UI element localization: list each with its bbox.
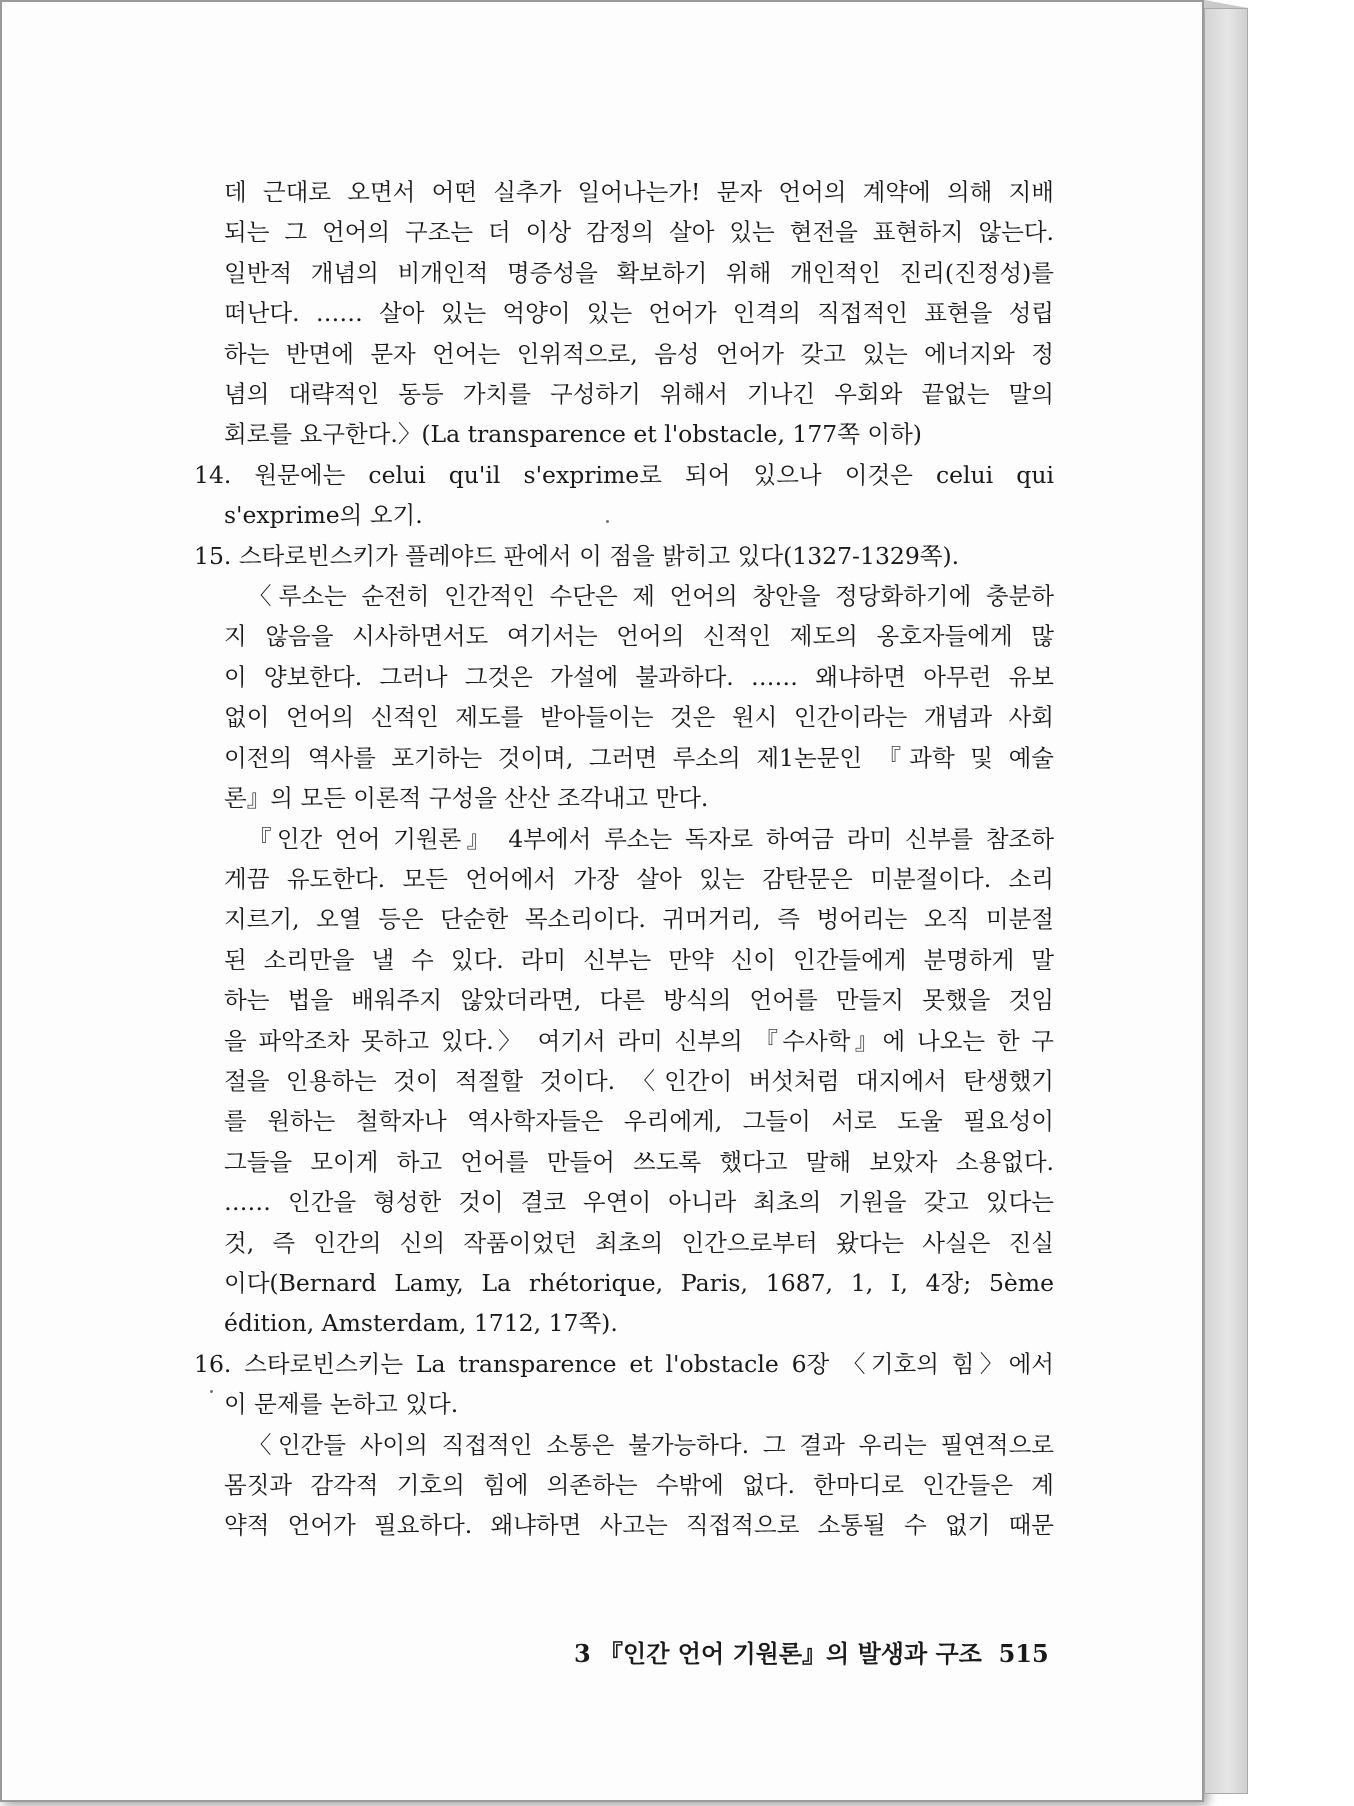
text-line: 이 문제를 논하고 있다. (224, 1390, 459, 1419)
text-line: 된 소리만을 낼 수 있다. 라미 신부는 만약 신이 인간들에게 분명하게 말 (224, 945, 1054, 974)
running-footer (574, 1634, 1049, 1669)
text-line: 것, 즉 인간의 신의 작품이었던 최초의 인간으로부터 왔다는 사실은 진실 (224, 1228, 1054, 1257)
text-line: 그들을 모이게 하고 언어를 만들어 쓰도록 했다고 말해 보았자 소용없다. (224, 1147, 1054, 1176)
text-line: 일반적 개념의 비개인적 명증성을 확보하기 위해 개인적인 진리(진정성)를 (224, 258, 1054, 287)
text-line: 〈루소는 순전히 인간적인 수단은 제 언어의 창안을 정당화하기에 충분하 (248, 582, 1054, 611)
body-text (194, 172, 1054, 1546)
scan-speck (210, 1390, 213, 1393)
text-line: édition, Amsterdam, 1712, 17쪽). (224, 1309, 618, 1338)
text-line: 게끔 유도한다. 모든 언어에서 가장 살아 있는 감탄문은 미분절이다. 소리 (224, 864, 1054, 893)
text-line: 론』의 모든 이론적 구성을 산산 조각내고 만다. (224, 784, 709, 813)
text-line: 를 원하는 철학자나 역사학자들은 우리에게, 그들이 서로 도울 필요성이 (224, 1107, 1054, 1136)
text-line: 절을 인용하는 것이 적절할 것이다. 〈인간이 버섯처럼 대지에서 탄생했기 (224, 1066, 1054, 1095)
text-line: 〈인간들 사이의 직접적인 소통은 불가능하다. 그 결과 우리는 필연적으로 (248, 1430, 1054, 1459)
text-line: 하는 반면에 문자 언어는 인위적으로, 음성 언어가 갖고 있는 에너지와 정 (224, 339, 1054, 368)
text-line: 되는 그 언어의 구조는 더 이상 감정의 살아 있는 현전을 표현하지 않는다. (224, 218, 1054, 247)
text-line: 약적 언어가 필요하다. 왜냐하면 사고는 직접적으로 소통될 수 없기 때문 (224, 1511, 1054, 1540)
text-line: 지르기, 오열 등은 단순한 목소리이다. 귀머거리, 즉 벙어리는 오직 미분절 (224, 905, 1054, 934)
text-line: 이전의 역사를 포기하는 것이며, 그러면 루소의 제1논문인 『과학 및 예술 (224, 743, 1054, 772)
page-stack-top (1204, 0, 1248, 8)
page-stack-edge (1204, 8, 1248, 1794)
text-line: 떠난다. …… 살아 있는 억양이 있는 언어가 인격의 직접적인 표현을 성립 (224, 299, 1054, 328)
scan-speck (606, 520, 609, 523)
text-line: 하는 법을 배워주지 않았더라면, 다른 방식의 언어를 만들지 못했을 것임 (224, 986, 1054, 1015)
text-line: 없이 언어의 신적인 제도를 받아들이는 것은 원시 인간이라는 개념과 사회 (224, 703, 1054, 732)
text-line: 15. 스타로빈스키가 플레야드 판에서 이 점을 밝히고 있다(1327-1329쪽). (194, 541, 960, 570)
text-line: 지 않음을 시사하면서도 여기서는 언어의 신적인 제도의 옹호자들에게 많 (224, 622, 1054, 651)
footer-section-title: 3 『인간 언어 기원론』의 발생과 구조 (574, 1639, 982, 1668)
text-line: …… 인간을 형성한 것이 결코 우연이 아니라 최초의 기원을 갖고 있다는 (224, 1188, 1054, 1217)
text-line: 회로를 요구한다.〉(La transparence et l'obstacle, 177쪽 이하) (224, 420, 922, 449)
text-line: 14. 원문에는 celui qu'il s'exprime로 되어 있으나 이것은 celui qui (194, 460, 1054, 489)
text-line: s'exprime의 오기. (224, 501, 423, 530)
text-line: 16. 스타로빈스키는 La transparence et l'obstacle 6장 〈기호의 힘〉에서 (194, 1349, 1054, 1378)
text-line: 이다(Bernard Lamy, La rhétorique, Paris, 1687, 1, I, 4장; 5ème (224, 1268, 1054, 1297)
page-number: 515 (998, 1639, 1049, 1668)
text-line: 을 파악조차 못하고 있다.〉 여기서 라미 신부의 『수사학』에 나오는 한 구 (224, 1026, 1054, 1055)
text-line: 몸짓과 감각적 기호의 힘에 의존하는 수밖에 없다. 한마디로 인간들은 계 (224, 1471, 1054, 1499)
text-line: 『인간 언어 기원론』 4부에서 루소는 독자로 하여금 라미 신부를 참조하 (248, 824, 1054, 853)
text-line: 념의 대략적인 동등 가치를 구성하기 위해서 기나긴 우회와 끝없는 말의 (224, 380, 1054, 409)
text-line: 데 근대로 오면서 어떤 실추가 일어나는가! 문자 언어의 계약에 의해 지배 (224, 178, 1054, 206)
text-line: 이 양보한다. 그러나 그것은 가설에 불과하다. …… 왜냐하면 아무런 유보 (224, 662, 1054, 691)
